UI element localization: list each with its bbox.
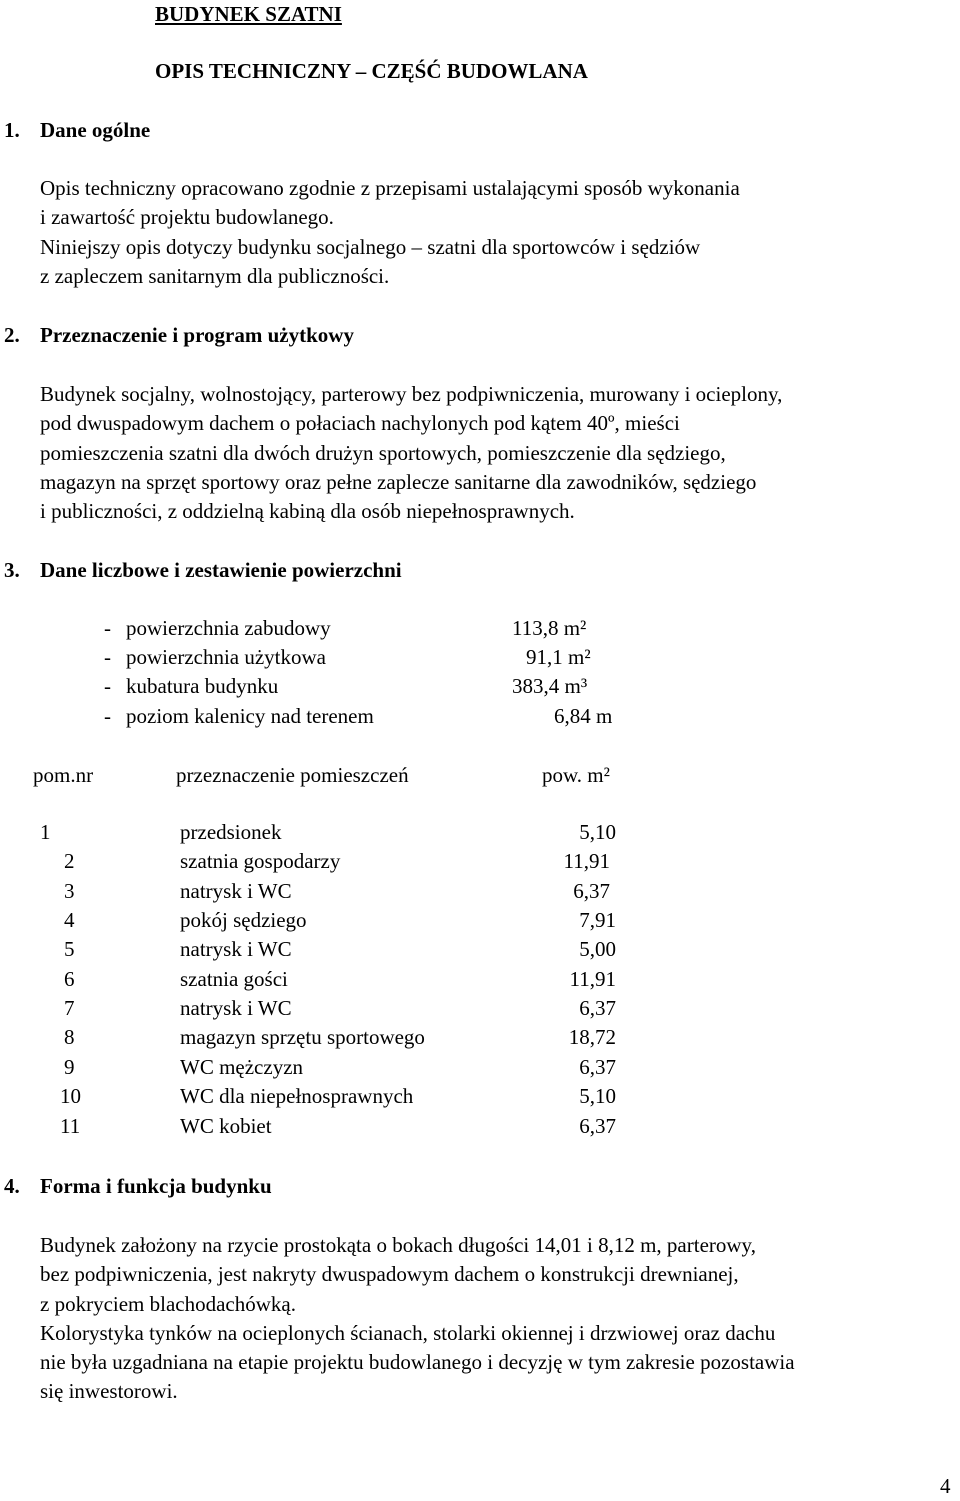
- room-area: 6,37: [579, 1055, 616, 1079]
- room-purpose: WC kobiet: [180, 1114, 272, 1138]
- section-3-heading: Dane liczbowe i zestawienie powierzchni: [40, 558, 402, 582]
- section-4-line: Kolorystyka tynków na ocieplonych ścianach, stolarki okiennej i drzwiowej oraz dachu: [40, 1320, 776, 1345]
- summary-value: 6,84 m: [554, 704, 613, 728]
- summary-dash: -: [104, 674, 111, 698]
- room-area: 6,37: [579, 996, 616, 1020]
- room-purpose: natrysk i WC: [180, 879, 292, 903]
- section-2-line: magazyn na sprzęt sportowy oraz pełne zaplecze sanitarne dla zawodników, sędziego: [40, 469, 757, 494]
- document-subtitle: OPIS TECHNICZNY – CZĘŚĆ BUDOWLANA: [155, 59, 588, 83]
- room-number: 3: [64, 879, 75, 903]
- section-4-number: 4.: [4, 1174, 20, 1198]
- section-2-line: Budynek socjalny, wolnostojący, parterowy bez podpiwniczenia, murowany i ocieplony,: [40, 382, 783, 406]
- section-1-line: Opis techniczny opracowano zgodnie z przepisami ustalającymi sposób wykonania: [40, 176, 740, 200]
- table-header-number: pom.nr: [33, 763, 94, 787]
- room-number: 2: [64, 849, 75, 873]
- section-4-body: [40, 1231, 960, 1407]
- section-2-number: 2.: [4, 323, 20, 347]
- section-1-number: 1.: [4, 118, 20, 142]
- section-1-body: [40, 174, 960, 291]
- section-3-number: 3.: [4, 558, 20, 582]
- section-2-line: i publiczności, z oddzielną kabiną dla osób niepełnosprawnych.: [40, 499, 575, 524]
- page-number: 4: [940, 1474, 951, 1498]
- section-4-line: z pokryciem blachodachówką.: [40, 1291, 296, 1316]
- room-number: 4: [64, 908, 75, 932]
- section-1-line: z zapleczem sanitarnym dla publiczności.: [40, 263, 390, 288]
- room-number: 8: [64, 1025, 75, 1049]
- summary-label: kubatura budynku: [126, 674, 279, 698]
- room-area: 11,91: [569, 967, 616, 991]
- room-area: 18,72: [568, 1025, 616, 1049]
- summary-value: 91,1 m²: [526, 645, 591, 669]
- room-number: 11: [60, 1114, 81, 1138]
- section-4-line: bez podpiwniczenia, jest nakryty dwuspadowym dachem o konstrukcji drewnianej,: [40, 1262, 739, 1287]
- room-purpose: pokój sędziego: [180, 908, 307, 932]
- room-area: 5,10: [579, 1084, 616, 1108]
- section-4-heading: Forma i funkcja budynku: [40, 1174, 272, 1198]
- room-number: 10: [60, 1084, 81, 1108]
- room-purpose: WC mężczyzn: [180, 1055, 304, 1079]
- section-1-heading: Dane ogólne: [40, 118, 151, 142]
- summary-dash: -: [104, 645, 111, 669]
- summary-value: 113,8 m²: [512, 616, 587, 640]
- section-2-heading: Przeznaczenie i program użytkowy: [40, 323, 354, 347]
- room-purpose: magazyn sprzętu sportowego: [180, 1025, 425, 1049]
- room-area: 6,37: [579, 1114, 616, 1138]
- room-area: 11,91: [563, 849, 610, 873]
- section-1-line: i zawartość projektu budowlanego.: [40, 205, 334, 230]
- room-number: 5: [64, 937, 75, 961]
- summary-label: poziom kalenicy nad terenem: [126, 704, 374, 728]
- room-purpose: natrysk i WC: [180, 996, 292, 1020]
- summary-label: powierzchnia użytkowa: [126, 645, 327, 669]
- room-area: 6,37: [573, 879, 610, 903]
- summary-label: powierzchnia zabudowy: [126, 616, 331, 640]
- summary-dash: -: [104, 704, 111, 728]
- table-header-area: pow. m²: [542, 763, 610, 787]
- section-4-line: Budynek założony na rzycie prostokąta o bokach długości 14,01 i 8,12 m, parterowy,: [40, 1233, 756, 1257]
- room-area: 7,91: [579, 908, 616, 932]
- room-purpose: WC dla niepełnosprawnych: [180, 1084, 414, 1108]
- section-2-line: pomieszczenia szatni dla dwóch drużyn sportowych, pomieszczenie dla sędziego,: [40, 440, 726, 465]
- section-4-line: się inwestorowi.: [40, 1379, 178, 1404]
- section-2-body: [40, 380, 960, 526]
- summary-value: 383,4 m³: [512, 674, 588, 698]
- table-header-purpose: przeznaczenie pomieszczeń: [176, 763, 409, 787]
- room-number: 9: [64, 1055, 75, 1079]
- room-number: 1: [40, 820, 51, 844]
- room-number: 7: [64, 996, 75, 1020]
- section-4-line: nie była uzgadniana na etapie projektu budowlanego i decyzję w tym zakresie pozostawia: [40, 1350, 795, 1375]
- section-1-line: Niniejszy opis dotyczy budynku socjalnego – szatni dla sportowców i sędziów: [40, 234, 701, 259]
- room-area: 5,00: [579, 937, 616, 961]
- room-purpose: natrysk i WC: [180, 937, 292, 961]
- room-purpose: przedsionek: [180, 820, 282, 844]
- room-area: 5,10: [579, 820, 616, 844]
- document-title: BUDYNEK SZATNI: [155, 2, 342, 26]
- room-purpose: szatnia gospodarzy: [180, 849, 341, 873]
- room-purpose: szatnia gości: [180, 967, 288, 991]
- room-number: 6: [64, 967, 75, 991]
- summary-dash: -: [104, 616, 111, 640]
- section-2-line: pod dwuspadowym dachem o połaciach nachylonych pod kątem 40º, mieści: [40, 411, 680, 436]
